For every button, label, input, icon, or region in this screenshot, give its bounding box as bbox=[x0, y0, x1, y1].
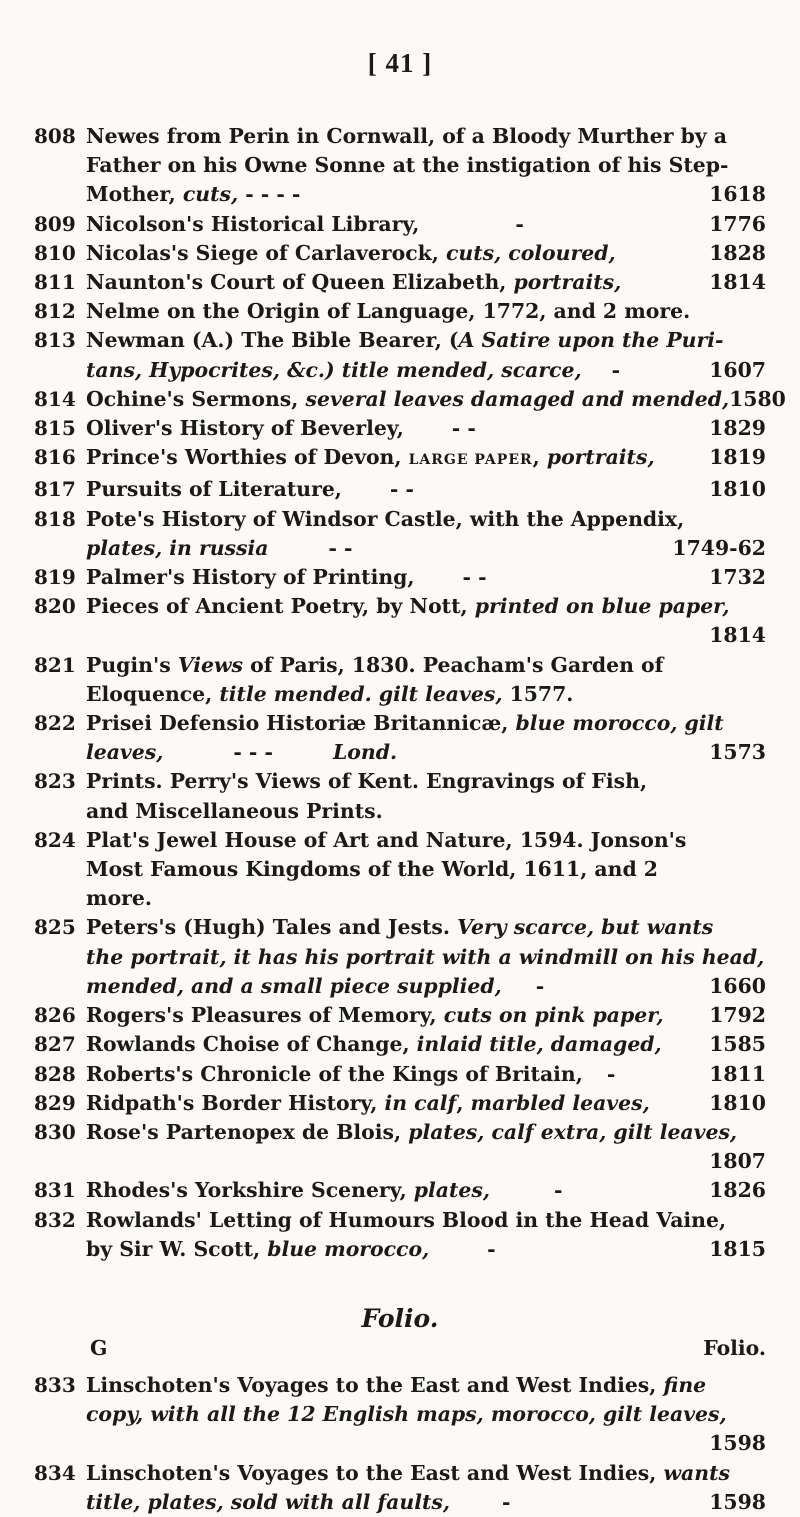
entry-dashes: - - bbox=[328, 535, 353, 560]
entry-date: 1749-62 bbox=[672, 535, 766, 560]
entry-date: 1607 bbox=[709, 357, 766, 382]
entry-title: Rogers's Pleasures of Memory, bbox=[86, 1003, 444, 1028]
entry-date: 1819 bbox=[709, 445, 766, 470]
entry-note: cuts, bbox=[182, 182, 239, 207]
entry-note: Very scarce, but wants bbox=[457, 915, 714, 940]
entry-note: cuts, coloured, bbox=[445, 240, 616, 265]
entry-date: 1792 bbox=[709, 1003, 766, 1028]
entry-number: 821 bbox=[34, 652, 76, 677]
entry-dashes: - bbox=[553, 1178, 563, 1203]
entry-note-cont: the portrait, it has his portrait with a windmill on his head, bbox=[86, 944, 765, 969]
entry-date: 1828 bbox=[709, 240, 766, 265]
entry-date: 1598 bbox=[709, 1431, 766, 1456]
entry-number: 831 bbox=[34, 1178, 76, 1203]
entry-note: fine bbox=[663, 1372, 707, 1397]
entry-number: 826 bbox=[34, 1003, 76, 1028]
entry-note: portraits, bbox=[546, 445, 655, 470]
page-footer bbox=[86, 1336, 766, 1360]
entry-831 bbox=[34, 1176, 766, 1205]
entry-title-cont: Father on his Owne Sonne at the instigation of his Step- bbox=[86, 153, 729, 178]
entry-811 bbox=[34, 268, 766, 297]
entry-813 bbox=[34, 326, 766, 384]
entry-note-cont: mended, and a small piece supplied, bbox=[86, 973, 502, 998]
entry-number: 808 bbox=[34, 124, 76, 148]
entry-title: Prisei Defensio Historiæ Britannicæ, bbox=[86, 711, 516, 736]
entry-833 bbox=[34, 1371, 766, 1459]
entry-note: plates, calf extra, gilt leaves, bbox=[408, 1119, 738, 1144]
entry-number: 817 bbox=[34, 477, 76, 502]
entry-825 bbox=[34, 913, 766, 1001]
entry-note-cont: title, plates, sold with all faults, bbox=[86, 1489, 450, 1514]
entry-number: 813 bbox=[34, 328, 76, 353]
entry-number: 834 bbox=[34, 1460, 76, 1485]
entry-date: 1826 bbox=[709, 1178, 766, 1203]
entry-note: inlaid title, damaged, bbox=[416, 1032, 662, 1057]
entry-dashes: - bbox=[535, 973, 545, 998]
entry-834 bbox=[34, 1459, 766, 1517]
entry-date: 1660 bbox=[709, 973, 766, 998]
entry-821 bbox=[34, 651, 766, 709]
entry-812 bbox=[34, 297, 766, 326]
section-heading-folio: Folio. bbox=[361, 1303, 439, 1333]
entry-title: Ochine's Sermons, bbox=[86, 386, 306, 411]
entry-number: 827 bbox=[34, 1032, 76, 1057]
entry-dashes: - - bbox=[389, 477, 414, 502]
entry-number: 811 bbox=[34, 270, 76, 295]
entry-number: 829 bbox=[34, 1090, 76, 1115]
entry-large-paper: LARGE PAPER bbox=[408, 452, 533, 469]
entry-title: Pieces of Ancient Poetry, by Nott, bbox=[86, 594, 475, 619]
entry-dashes: - - - - bbox=[238, 182, 301, 207]
entry-dashes: - bbox=[515, 211, 524, 236]
entry-title-cont: Most Famous Kingdoms of the World, 1611, and 2 bbox=[86, 857, 658, 882]
entry-title: Nicolson's Historical Library, bbox=[86, 211, 420, 236]
entry-808 bbox=[34, 122, 766, 210]
entry-date: 1807 bbox=[709, 1149, 766, 1174]
entry-829 bbox=[34, 1089, 766, 1118]
entry-title: Roberts's Chronicle of the Kings of Britain, bbox=[86, 1061, 583, 1086]
entry-title: Peters's (Hugh) Tales and Jests. bbox=[86, 915, 458, 940]
entry-title: Rowlands Choise of Change, bbox=[86, 1032, 417, 1057]
entry-number: 823 bbox=[34, 769, 76, 794]
entry-date-inline: 1577. bbox=[502, 681, 574, 706]
entry-title: Ridpath's Border History, bbox=[86, 1090, 385, 1115]
entry-date: 1810 bbox=[709, 477, 766, 502]
entry-date: 1598 bbox=[709, 1489, 766, 1514]
entry-note: title mended. gilt leaves, bbox=[219, 681, 503, 706]
entry-note: plates, bbox=[413, 1178, 490, 1203]
entry-title: Naunton's Court of Queen Elizabeth, bbox=[86, 270, 514, 295]
entry-818 bbox=[34, 505, 766, 563]
entry-title: Newes from Perin in Cornwall, of a Bloody Murther by a bbox=[86, 124, 727, 148]
entry-number: 830 bbox=[34, 1119, 76, 1144]
entry-date: 1814 bbox=[709, 623, 766, 648]
entry-note: in calf bbox=[384, 1090, 457, 1115]
entry-809 bbox=[34, 210, 766, 239]
entry-date: 1618 bbox=[709, 182, 766, 207]
entry-note-cont: copy, with all the 12 English maps, morocco, gilt leaves, bbox=[86, 1402, 727, 1427]
entry-number: 819 bbox=[34, 565, 76, 590]
entry-820 bbox=[34, 592, 766, 650]
entry-title-cont: of Paris, 1830. Peacham's Garden of bbox=[243, 652, 664, 677]
entry-828 bbox=[34, 1060, 766, 1089]
entry-827 bbox=[34, 1030, 766, 1059]
entry-title: Pugin's bbox=[86, 652, 178, 677]
entries-list bbox=[34, 122, 786, 1517]
entry-number: 828 bbox=[34, 1061, 76, 1086]
entry-number: 833 bbox=[34, 1372, 76, 1397]
entry-815 bbox=[34, 414, 766, 443]
entry-note: plates, in russia bbox=[86, 535, 269, 560]
entry-title-cont: more. bbox=[86, 886, 152, 911]
entry-note: marbled leaves, bbox=[470, 1090, 650, 1115]
entry-816 bbox=[34, 443, 766, 475]
entry-note: several leaves damaged and mended, bbox=[305, 386, 730, 411]
entry-note: portraits, bbox=[513, 270, 622, 295]
entry-date: 1573 bbox=[709, 740, 766, 765]
entry-note: cuts on pink paper, bbox=[443, 1003, 664, 1028]
entry-note: printed on blue paper, bbox=[474, 594, 730, 619]
entry-title: Plat's Jewel House of Art and Nature, 1594. Jonson's bbox=[86, 827, 687, 852]
entry-title: Prints. Perry's Views of Kent. Engravings of Fish, bbox=[86, 769, 648, 794]
entry-810 bbox=[34, 239, 766, 268]
entry-832 bbox=[34, 1206, 766, 1264]
entry-date: 1810 bbox=[709, 1090, 766, 1115]
entry-dashes: - - bbox=[462, 565, 487, 590]
entry-830 bbox=[34, 1118, 766, 1176]
entry-date: 1815 bbox=[709, 1236, 766, 1261]
entry-note: Views bbox=[177, 652, 244, 677]
entry-title: Prince's Worthies of Devon, bbox=[86, 445, 409, 470]
entry-dashes: - - bbox=[451, 416, 476, 441]
entry-823 bbox=[34, 767, 766, 825]
entry-date: 1585 bbox=[709, 1032, 766, 1057]
entry-817 bbox=[34, 475, 766, 504]
entry-note: blue morocco, gilt bbox=[515, 711, 724, 736]
entry-title-cont: and Miscellaneous Prints. bbox=[86, 798, 383, 823]
entry-dashes: - bbox=[501, 1489, 511, 1514]
entry-number: 824 bbox=[34, 827, 76, 852]
entry-826 bbox=[34, 1001, 766, 1030]
entry-title: Nelme on the Origin of Language, 1772, and 2 more. bbox=[86, 299, 691, 324]
entry-date: 1814 bbox=[709, 270, 766, 295]
entry-number: 825 bbox=[34, 915, 76, 940]
entry-title-cont: Eloquence, bbox=[86, 681, 220, 706]
entry-dashes: - bbox=[606, 1061, 616, 1086]
entry-date: 1732 bbox=[709, 565, 766, 590]
entry-number: 822 bbox=[34, 711, 76, 736]
signature-mark: G bbox=[90, 1336, 108, 1360]
entry-title: Pursuits of Literature, bbox=[86, 477, 342, 502]
entry-title: Nicolas's Siege of Carlaverock, bbox=[86, 240, 446, 265]
entry-number: 812 bbox=[34, 299, 76, 324]
entry-comma: , bbox=[456, 1090, 471, 1115]
entry-title: Rowlands' Letting of Humours Blood in the Head Vaine, bbox=[86, 1207, 727, 1232]
entry-dashes: - bbox=[487, 1236, 496, 1261]
entry-note: A Satire upon the Puri- bbox=[458, 328, 724, 353]
entry-title: Newman (A.) The Bible Bearer, ( bbox=[86, 328, 459, 353]
entry-824 bbox=[34, 826, 766, 914]
entry-comma: , bbox=[532, 445, 547, 470]
catchword: Folio. bbox=[703, 1336, 766, 1360]
entry-dashes: - bbox=[611, 357, 621, 382]
entry-note-cont: tans, Hypocrites, &c.) title mended, scarce, bbox=[86, 357, 582, 382]
entry-title: Rhodes's Yorkshire Scenery, bbox=[86, 1178, 414, 1203]
page-number: [ 41 ] bbox=[367, 48, 433, 78]
entry-note: blue morocco, bbox=[267, 1236, 430, 1261]
entry-number: 816 bbox=[34, 445, 76, 470]
entry-title: Pote's History of Windsor Castle, with the Appendix, bbox=[86, 506, 685, 531]
entry-title-cont: Mother, bbox=[86, 182, 183, 207]
entry-title: Palmer's History of Printing, bbox=[86, 565, 415, 590]
entry-822 bbox=[34, 709, 766, 767]
entry-number: 810 bbox=[34, 240, 76, 265]
entry-title: Oliver's History of Beverley, bbox=[86, 416, 404, 441]
entry-title: Rose's Partenopex de Blois, bbox=[86, 1119, 409, 1144]
entry-title-cont: by Sir W. Scott, bbox=[86, 1236, 268, 1261]
entry-date: 1580 bbox=[729, 386, 786, 411]
entry-number: 809 bbox=[34, 211, 76, 236]
entry-number: 814 bbox=[34, 386, 76, 411]
entry-number: 815 bbox=[34, 416, 76, 441]
entry-814 bbox=[34, 385, 786, 414]
entry-note-cont: leaves, bbox=[86, 740, 164, 765]
entry-note: wants bbox=[663, 1460, 730, 1485]
entry-date: 1829 bbox=[709, 416, 766, 441]
entry-number: 818 bbox=[34, 506, 76, 531]
entry-title: Linschoten's Voyages to the East and West Indies, bbox=[86, 1460, 664, 1485]
entry-date: 1811 bbox=[709, 1061, 766, 1086]
entry-dashes: - - - bbox=[233, 740, 273, 765]
entry-number: 820 bbox=[34, 594, 76, 619]
entry-title: Linschoten's Voyages to the East and West Indies, bbox=[86, 1372, 664, 1397]
entry-number: 832 bbox=[34, 1207, 76, 1232]
entry-819 bbox=[34, 563, 766, 592]
entry-date: 1776 bbox=[709, 211, 766, 236]
entry-place: Lond. bbox=[332, 740, 398, 765]
